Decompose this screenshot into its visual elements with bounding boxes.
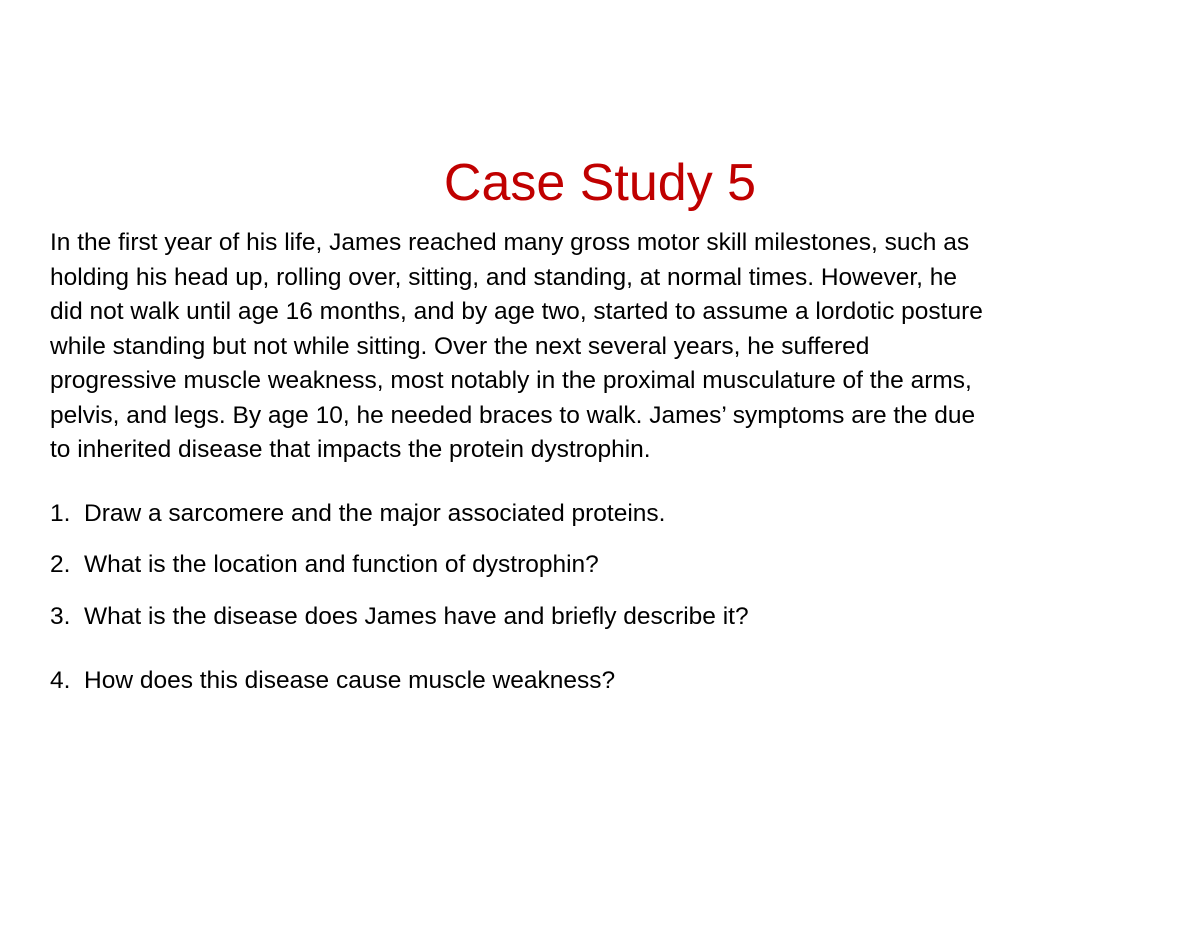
question-text: Draw a sarcomere and the major associated proteins. [84, 500, 666, 527]
question-text: What is the location and function of dystrophin? [84, 551, 599, 578]
slide-title: Case Study 5 [443, 154, 757, 212]
question-1 [50, 497, 665, 531]
paragraph-line: to inherited disease that impacts the protein dystrophin. [50, 436, 651, 463]
paragraph-line: progressive muscle weakness, most notably in the proximal musculature of the arms, [50, 367, 972, 394]
question-number: 3. [50, 603, 71, 630]
question-number: 2. [50, 551, 71, 578]
paragraph-line: holding his head up, rolling over, sitting, and standing, at normal times. However, he [50, 263, 958, 291]
paragraph-line: In the first year of his life, James reached many gross motor skill milestones, such as [50, 229, 970, 256]
question-2 [50, 548, 599, 582]
paragraph-line: while standing but not while sitting. Over the next several years, he suffered [50, 332, 870, 360]
paragraph-line: did not walk until age 16 months, and by age two, started to assume a lordotic posture [50, 298, 983, 325]
question-3 [50, 600, 749, 634]
case-paragraph [50, 226, 1160, 468]
question-number: 4. [50, 667, 71, 694]
question-number: 1. [50, 500, 71, 527]
paragraph-line: pelvis, and legs. By age 10, he needed braces to walk. James’ symptoms are the due [50, 401, 976, 429]
question-text: What is the disease does James have and briefly describe it? [84, 603, 749, 630]
question-4 [50, 664, 615, 698]
question-text: How does this disease cause muscle weakness? [84, 667, 616, 694]
